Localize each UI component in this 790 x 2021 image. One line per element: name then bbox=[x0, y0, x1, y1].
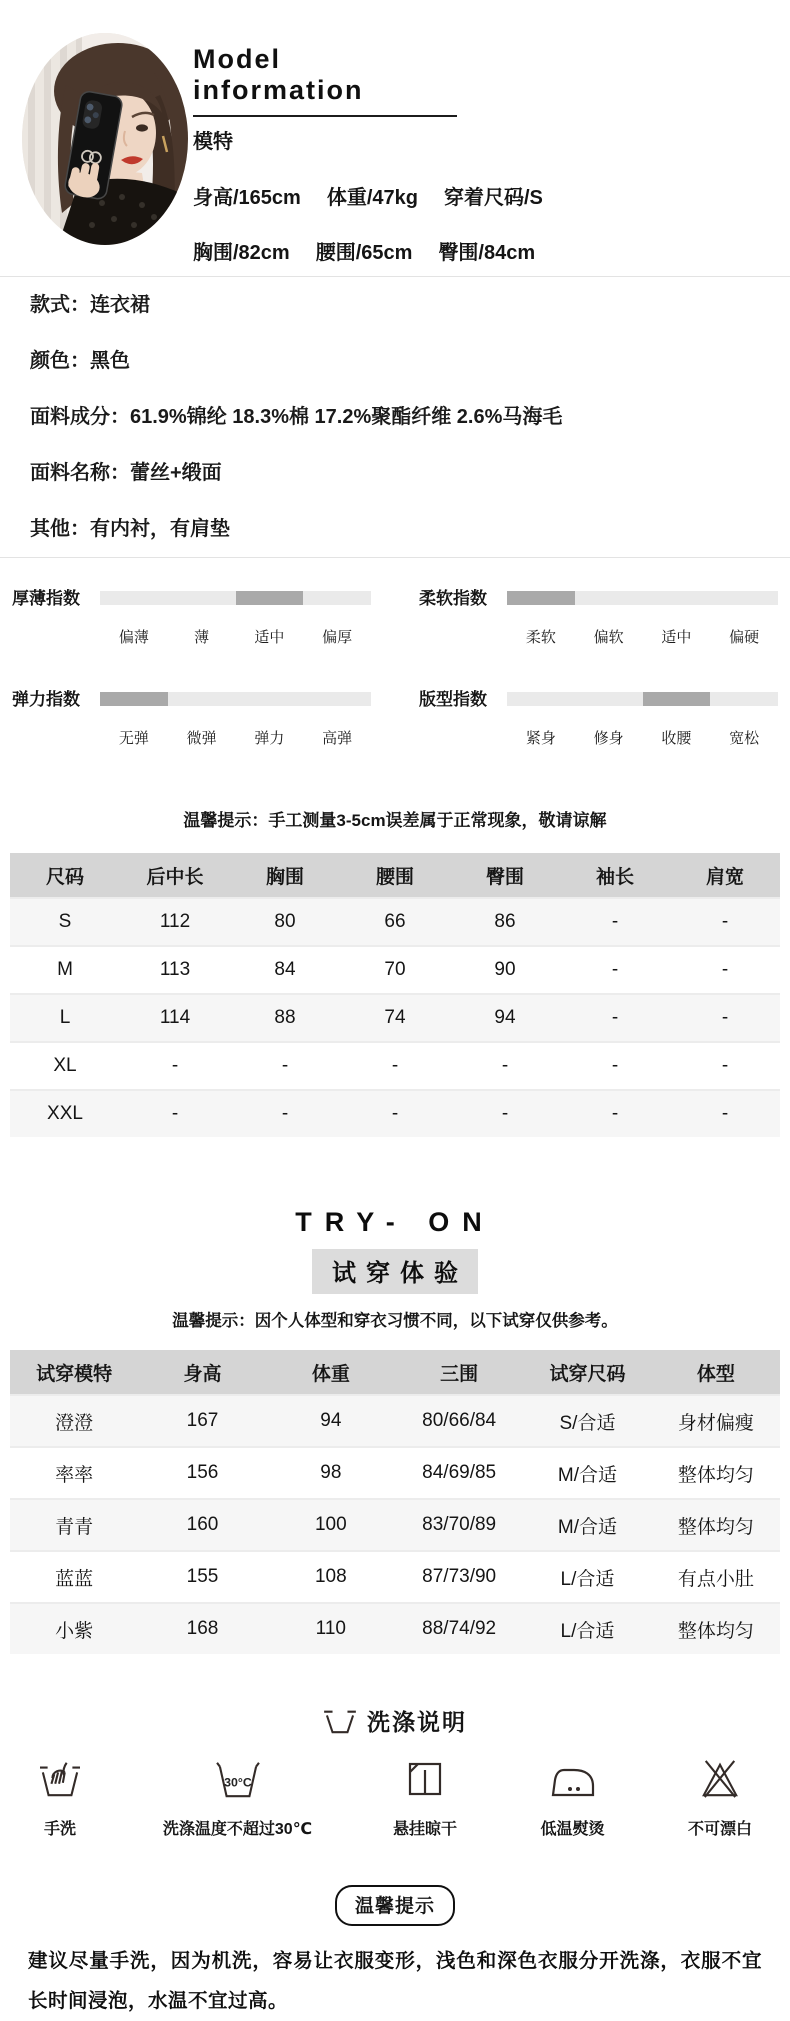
cell: - bbox=[611, 1103, 619, 1124]
cell: 110 bbox=[315, 1618, 346, 1639]
model-weight: 体重/47kg bbox=[326, 187, 418, 209]
cell: 66 bbox=[384, 911, 406, 932]
bar-segment bbox=[168, 591, 236, 605]
bar-segment bbox=[236, 591, 304, 605]
cell: - bbox=[391, 1055, 399, 1076]
tryon-section-header bbox=[0, 1207, 790, 1331]
washing-title-text: 洗涤说明 bbox=[367, 1709, 467, 1735]
cell: 86 bbox=[494, 911, 516, 932]
model-stats-row-2 bbox=[193, 236, 773, 265]
bar-segment bbox=[575, 692, 643, 706]
col-header: 试穿模特 bbox=[10, 1350, 138, 1395]
wash-label: 低温熨烫 bbox=[540, 1821, 605, 1838]
attr-style: 款式：连衣裙 bbox=[30, 294, 150, 316]
hand-wash-icon bbox=[37, 1759, 83, 1799]
attr-other: 其他：有内衬，有肩垫 bbox=[30, 518, 230, 540]
table-row bbox=[10, 1499, 780, 1551]
cell: L/合适 bbox=[560, 1568, 615, 1590]
svg-text:30°C: 30°C bbox=[223, 1775, 252, 1790]
table-row bbox=[10, 1395, 780, 1447]
cell: M/合适 bbox=[557, 1464, 618, 1486]
tick-label: 高弹 bbox=[322, 730, 353, 747]
wash-item-no-bleach bbox=[675, 1761, 765, 1839]
cell: - bbox=[721, 1055, 729, 1076]
softness-index-bar bbox=[507, 591, 778, 605]
model-info-title: Model information bbox=[193, 44, 457, 117]
table-row bbox=[10, 994, 780, 1042]
table-row bbox=[10, 1042, 780, 1090]
bar-segment bbox=[710, 591, 778, 605]
softness-index-ticks bbox=[507, 626, 778, 647]
tick-label: 偏硬 bbox=[729, 629, 760, 646]
bar-segment bbox=[168, 692, 236, 706]
tick-label: 适中 bbox=[661, 629, 692, 646]
softness-index bbox=[419, 590, 778, 647]
fit-index-label: 版型指数 bbox=[419, 690, 487, 709]
cell: 160 bbox=[186, 1514, 219, 1535]
bar-segment bbox=[100, 692, 168, 706]
cell: 108 bbox=[314, 1566, 347, 1587]
cell: - bbox=[611, 911, 619, 932]
col-header: 臀围 bbox=[450, 853, 560, 898]
cell: L/合适 bbox=[560, 1620, 615, 1642]
cell: 113 bbox=[159, 959, 191, 980]
attr-color: 颜色：黑色 bbox=[30, 350, 130, 372]
tick-label: 偏软 bbox=[593, 629, 624, 646]
product-attributes-section bbox=[0, 277, 790, 558]
elasticity-index bbox=[12, 691, 371, 748]
col-header: 腰围 bbox=[340, 853, 450, 898]
tryon-tip: 温馨提示：因个人体型和穿衣习惯不同，以下试穿仅供参考。 bbox=[172, 1312, 618, 1330]
cell: 100 bbox=[314, 1514, 347, 1535]
cell: 155 bbox=[186, 1566, 219, 1587]
tick-label: 柔软 bbox=[525, 629, 556, 646]
cell: S/合适 bbox=[559, 1412, 616, 1434]
model-info-block bbox=[193, 44, 773, 265]
fit-index bbox=[419, 691, 778, 748]
cell: S bbox=[58, 911, 72, 932]
cell: 94 bbox=[320, 1410, 342, 1431]
cell: XL bbox=[53, 1055, 77, 1076]
fit-index-ticks bbox=[507, 727, 778, 748]
cell: M/合适 bbox=[557, 1516, 618, 1538]
col-header: 体重 bbox=[267, 1350, 395, 1395]
model-photo bbox=[22, 33, 188, 245]
tick-label: 偏薄 bbox=[118, 629, 149, 646]
col-header: 身高 bbox=[138, 1350, 266, 1395]
tick-label: 修身 bbox=[593, 730, 624, 747]
bar-segment bbox=[643, 692, 711, 706]
care-note-badge: 温馨提示 bbox=[335, 1885, 455, 1926]
model-height: 身高/165cm bbox=[193, 187, 301, 209]
cell: - bbox=[721, 1103, 729, 1124]
cell: L bbox=[59, 1007, 71, 1028]
cell: - bbox=[171, 1055, 179, 1076]
cell: 84/69/85 bbox=[422, 1462, 497, 1483]
wash-basin-icon bbox=[323, 1707, 357, 1735]
cell: - bbox=[721, 1007, 729, 1028]
cell: 率率 bbox=[55, 1464, 94, 1486]
cell: 98 bbox=[320, 1462, 342, 1483]
tick-label: 弹力 bbox=[254, 730, 285, 747]
tick-label: 微弹 bbox=[186, 730, 217, 747]
cell: 整体均匀 bbox=[677, 1620, 754, 1642]
col-header: 体型 bbox=[652, 1350, 780, 1395]
cell: 83/70/89 bbox=[422, 1514, 497, 1535]
tryon-title: TRY- ON bbox=[295, 1207, 495, 1237]
fit-index-bar bbox=[507, 692, 778, 706]
hang-dry-icon bbox=[405, 1759, 445, 1799]
cell: - bbox=[501, 1103, 509, 1124]
size-table bbox=[10, 853, 780, 1137]
cell: - bbox=[611, 959, 619, 980]
cell: - bbox=[721, 959, 729, 980]
col-header: 试穿尺码 bbox=[523, 1350, 651, 1395]
cell: 整体均匀 bbox=[677, 1516, 754, 1538]
wash-label: 洗涤温度不超过30℃ bbox=[162, 1821, 313, 1838]
bar-segment bbox=[303, 692, 371, 706]
cell: - bbox=[391, 1103, 399, 1124]
col-header: 胸围 bbox=[230, 853, 340, 898]
col-header: 肩宽 bbox=[670, 853, 780, 898]
cell: 有点小肚 bbox=[677, 1568, 754, 1590]
cell: - bbox=[611, 1007, 619, 1028]
tick-label: 紧身 bbox=[525, 730, 556, 747]
cell: 74 bbox=[384, 1007, 406, 1028]
wash-label: 悬挂晾干 bbox=[392, 1821, 457, 1838]
cell: 蓝蓝 bbox=[55, 1568, 94, 1590]
table-row bbox=[10, 946, 780, 994]
col-header: 袖长 bbox=[560, 853, 670, 898]
cell: - bbox=[171, 1103, 179, 1124]
elasticity-index-label: 弹力指数 bbox=[12, 690, 80, 709]
softness-index-label: 柔软指数 bbox=[419, 589, 487, 608]
cell: 156 bbox=[186, 1462, 219, 1483]
table-row bbox=[10, 1551, 780, 1603]
wash-item-hang-dry bbox=[380, 1761, 470, 1839]
wash-label: 不可漂白 bbox=[687, 1821, 752, 1838]
eye bbox=[136, 124, 148, 131]
cell: 80 bbox=[274, 911, 296, 932]
table-row bbox=[10, 1447, 780, 1499]
measurement-tip: 温馨提示：手工测量3-5cm误差属于正常现象，敬请谅解 bbox=[183, 811, 607, 830]
attr-fabric-name: 面料名称：蕾丝+缎面 bbox=[30, 462, 222, 484]
cell: 88 bbox=[274, 1007, 296, 1028]
wash-label: 手洗 bbox=[43, 1821, 76, 1838]
cell: - bbox=[501, 1055, 509, 1076]
elasticity-index-ticks bbox=[100, 727, 371, 748]
washing-icons-row bbox=[0, 1761, 790, 1839]
model-photo-illustration bbox=[22, 33, 188, 245]
cell: 94 bbox=[494, 1007, 516, 1028]
bar-segment bbox=[710, 692, 778, 706]
tick-label: 无弹 bbox=[118, 730, 149, 747]
cell: - bbox=[281, 1103, 289, 1124]
tick-label: 宽松 bbox=[729, 730, 760, 747]
fabric-index-section bbox=[0, 558, 790, 748]
no-bleach-icon bbox=[698, 1759, 742, 1799]
cell: 70 bbox=[384, 959, 406, 980]
model-subtitle: 模特 bbox=[193, 131, 233, 153]
tryon-table-header bbox=[10, 1350, 780, 1395]
table-row bbox=[10, 1603, 780, 1654]
cell: 80/66/84 bbox=[422, 1410, 497, 1431]
elasticity-index-bar bbox=[100, 692, 371, 706]
thickness-index-label: 厚薄指数 bbox=[12, 589, 80, 608]
model-bust: 胸围/82cm bbox=[193, 242, 290, 264]
cell: 114 bbox=[159, 1007, 191, 1028]
cell: 88/74/92 bbox=[422, 1618, 497, 1639]
bar-segment bbox=[575, 591, 643, 605]
cell: 112 bbox=[159, 911, 191, 932]
model-wearing-size: 穿着尺码/S bbox=[444, 187, 543, 209]
bar-segment bbox=[100, 591, 168, 605]
bar-segment bbox=[643, 591, 711, 605]
size-table-header bbox=[10, 853, 780, 898]
cell: - bbox=[281, 1055, 289, 1076]
wash-item-iron-low bbox=[528, 1761, 618, 1839]
model-waist: 腰围/65cm bbox=[315, 242, 413, 264]
bar-segment bbox=[303, 591, 371, 605]
tick-label: 收腰 bbox=[661, 730, 692, 747]
model-stats-row-1 bbox=[193, 181, 773, 210]
attr-fabric-composition: 面料成分：61.9%锦纶 18.3%棉 17.2%聚酯纤维 2.6%马海毛 bbox=[30, 406, 563, 428]
cell: 青青 bbox=[55, 1516, 94, 1538]
tryon-subtitle: 试穿体验 bbox=[312, 1249, 478, 1294]
thickness-index-ticks bbox=[100, 626, 371, 647]
table-row bbox=[10, 1090, 780, 1137]
bar-segment bbox=[507, 692, 575, 706]
wash-item-temp-30 bbox=[153, 1761, 323, 1839]
cell: XXL bbox=[47, 1103, 83, 1124]
cell: 90 bbox=[494, 959, 516, 980]
thickness-index bbox=[12, 590, 371, 647]
iron-low-icon bbox=[551, 1763, 595, 1799]
cell: 澄澄 bbox=[55, 1412, 94, 1434]
tryon-table bbox=[10, 1350, 780, 1654]
bar-segment bbox=[507, 591, 575, 605]
tick-label: 薄 bbox=[194, 629, 210, 646]
wash-temp-30-icon bbox=[215, 1759, 261, 1799]
model-hip: 臀围/84cm bbox=[438, 242, 536, 264]
cell: 87/73/90 bbox=[422, 1566, 497, 1587]
col-header: 三围 bbox=[395, 1350, 523, 1395]
cell: - bbox=[611, 1055, 619, 1076]
tick-label: 适中 bbox=[254, 629, 285, 646]
bar-segment bbox=[236, 692, 304, 706]
care-note-text: 建议尽量手洗，因为机洗，容易让衣服变形，浅色和深色衣服分开洗涤，衣服不宜长时间浸泡，水温不宜过高。 bbox=[28, 1950, 762, 2012]
cell: 167 bbox=[186, 1410, 219, 1431]
cell: M bbox=[57, 959, 73, 980]
wash-item-hand-wash bbox=[25, 1761, 95, 1839]
cell: 小紫 bbox=[55, 1620, 94, 1642]
col-header: 尺码 bbox=[10, 853, 120, 898]
thickness-index-bar bbox=[100, 591, 371, 605]
washing-section-title bbox=[0, 1704, 790, 1737]
col-header: 后中长 bbox=[120, 853, 230, 898]
tick-label: 偏厚 bbox=[322, 629, 353, 646]
cell: 168 bbox=[186, 1618, 219, 1639]
cell: 身材偏瘦 bbox=[677, 1412, 754, 1434]
model-info-section bbox=[0, 0, 790, 277]
cell: - bbox=[721, 911, 729, 932]
cell: 整体均匀 bbox=[677, 1464, 754, 1486]
table-row bbox=[10, 898, 780, 946]
cell: 84 bbox=[274, 959, 296, 980]
